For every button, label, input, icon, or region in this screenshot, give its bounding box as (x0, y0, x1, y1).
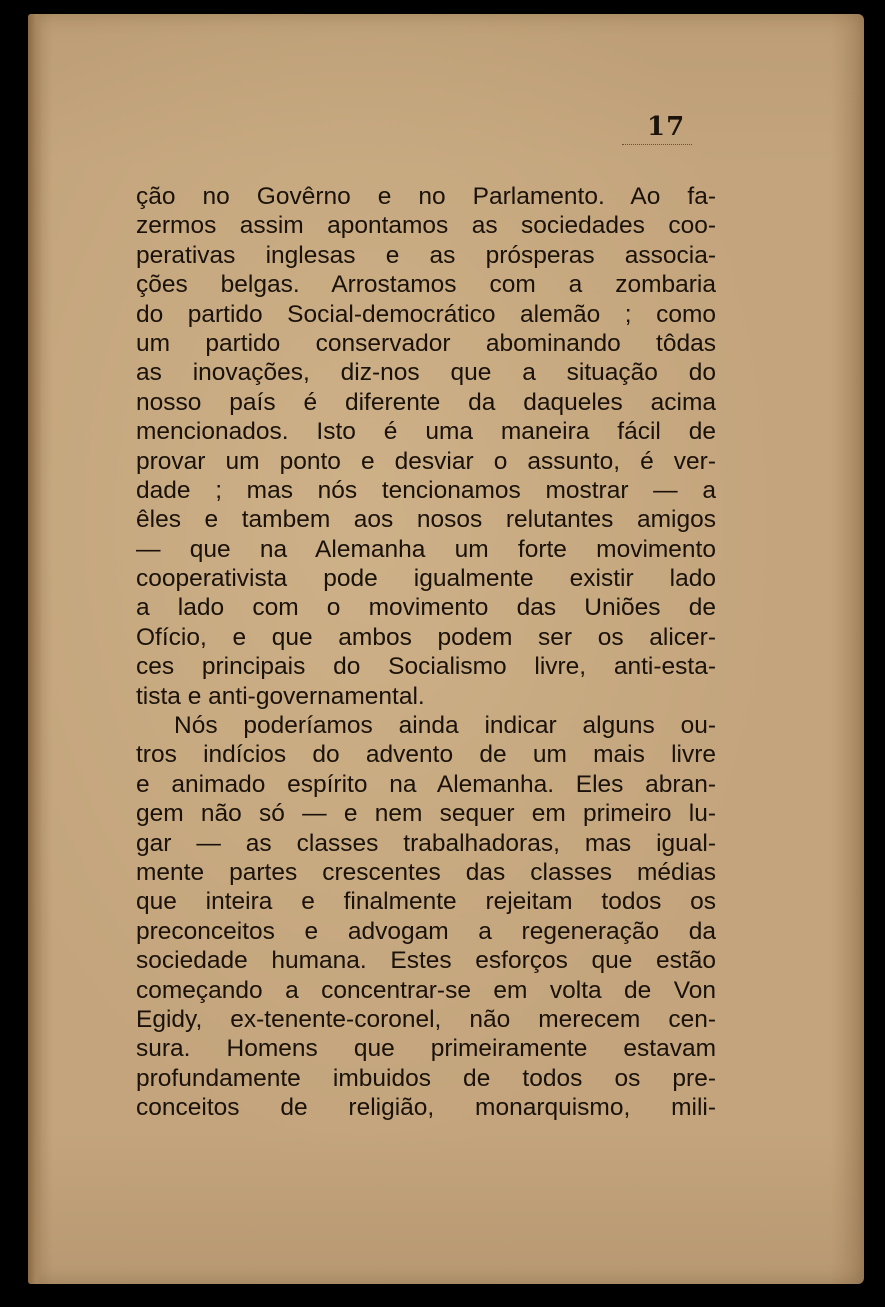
text-line: nosso país é diferente da daqueles acima (136, 388, 716, 416)
text-line: mencionados. Isto é uma maneira fácil de (136, 418, 716, 446)
text-line: — que na Alemanha um forte movimento (136, 535, 716, 563)
text-line: dade ; mas nós tencionamos mostrar — a (136, 476, 716, 504)
text-line: começando a concentrar-se em volta de Von (136, 976, 716, 1004)
text-line: as inovações, diz-nos que a situação do (136, 359, 716, 387)
text-line: gem não só — e nem sequer em primeiro lu- (136, 800, 716, 828)
text-line: preconceitos e advogam a regeneração da (136, 917, 716, 945)
text-line: do partido Social-democrático alemão ; como (136, 300, 716, 328)
page-number-rule (622, 144, 692, 145)
text-line: a lado com o movimento das Uniões de (136, 594, 716, 622)
text-line: profundamente imbuidos de todos os pre- (136, 1064, 716, 1092)
text-line: sociedade humana. Estes esforços que estão (136, 947, 716, 975)
text-line: cooperativista pode igualmente existir lado (136, 565, 716, 593)
text-line: um partido conservador abominando tôdas (136, 329, 716, 357)
text-line: que inteira e finalmente rejeitam todos os (136, 888, 716, 916)
text-line: conceitos de religião, monarquismo, mili- (136, 1094, 716, 1122)
text-line: perativas inglesas e as prósperas associa- (136, 241, 716, 269)
text-line: e animado espírito na Alemanha. Eles abran- (136, 770, 716, 798)
text-line: zermos assim apontamos as sociedades coo- (136, 212, 716, 240)
text-line: provar um ponto e desviar o assunto, é ver- (136, 447, 716, 475)
body-text (136, 182, 716, 1123)
text-line: mente partes crescentes das classes médias (136, 858, 716, 886)
text-line: êles e tambem aos nosos relutantes amigos (136, 506, 716, 534)
text-line: tros indícios do advento de um mais livre (136, 741, 716, 769)
text-line: tista e anti-governamental. (136, 682, 425, 710)
text-line: ces principais do Socialismo livre, anti-esta- (136, 653, 716, 681)
text-line: Nós poderíamos ainda indicar alguns ou- (174, 712, 716, 740)
text-line: sura. Homens que primeiramente estavam (136, 1035, 716, 1063)
page-gutter (28, 14, 42, 1284)
text-line: ções belgas. Arrostamos com a zombaria (136, 271, 716, 299)
text-line: ção no Govêrno e no Parlamento. Ao fa- (136, 183, 716, 210)
page-number: 17 (647, 112, 686, 142)
text-line: Egidy, ex-tenente-coronel, não merecem cen- (136, 1005, 716, 1033)
text-line: Ofício, e que ambos podem ser os alicer- (136, 623, 716, 651)
text-line: gar — as classes trabalhadoras, mas igual- (136, 829, 716, 857)
